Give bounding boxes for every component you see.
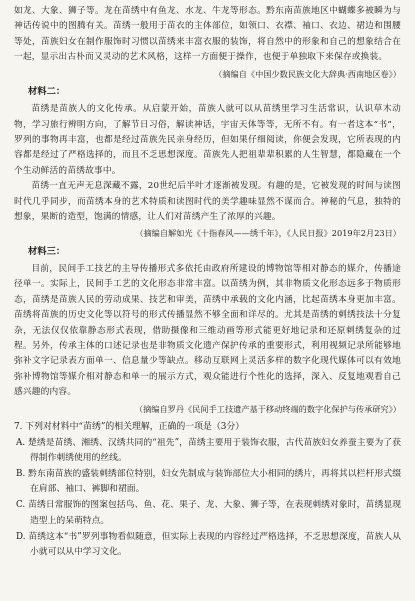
option-c[interactable]: C. 苗绣日常服饰的图案包括鸟、鱼、花、果子、龙、大象、狮子等，在表现刺绣对象时，苗绣显现造型上的呆萌特点。 xyxy=(16,500,401,526)
material3-source: （摘编自罗丹《民间手工技遗产基于移动终端的数字化保护与传承研究》） xyxy=(134,403,401,414)
material3-label: 材料三： xyxy=(28,245,66,257)
question-stem: 7. 下列对材料中“苗绣”的相关理解，正确的一项是（3分） xyxy=(14,422,245,433)
option-a[interactable]: A. 楚绣是苗绣、湘绣、汉绣共同的“祖先”，苗绣主要用于装饰衣服，古代苗族妇女养蚕主要为了获得制作刺绣使用的丝线。 xyxy=(16,437,401,463)
material2-paragraph-1: 苗绣是苗族人的文化传承。从启蒙开始，苗族人就可以从苗绣里学习生活常识，认识草木动物，学习旅行辨明方向，了解节日习俗，解读神话，宇宙天体等等，无所不有。有一者这本“书”，罗列的事物再丰富，也都是经过苗族先民亲身经历，但如果仔细阅读，你便会发现，它所表现的内容都是经过了严格选择的，而且不乏思想深度。苗族先人把祖辈辈积累的人生智慧，都隐藏在一个个生动鲜活的苗绣故事中。 xyxy=(14,104,401,176)
option-d[interactable]: D. 苗绣这本“书”罗列事物看似随意，但实际上表现的内容经过严格选择，不乏思想深度，苗族人从小就可以从中学习文化。 xyxy=(16,531,401,557)
passage1-source: （摘编自《中国少数民族文化大辞典·西南地区卷》） xyxy=(214,68,401,79)
passage1-tail: 如龙、大象、狮子等。龙在苗绣中有鱼龙、水龙、牛龙等形态。黔东南苗族地区中蝴蝶多被瞬为与神话传说中的图腾有关。苗绣一般用于苗衣的主体部位，如领口、衣襟、袖口、衣边、裙边和围腰等处，苗族妇女在制作服饰时习惯以苗绣来丰富衣服的装饰，将自然中的形象和自己的想象结合在一起，显示出古朴而又灵动的艺术风格，这样一方面便于操作，也便于单独取下来保存或换装。 xyxy=(14,6,401,63)
material2-source: （摘编自解如光《十指春风——绣千年》，《人民日报》2019年2月23日） xyxy=(135,228,401,239)
material2-label: 材料二： xyxy=(28,86,66,98)
option-b[interactable]: B. 黔东南苗族的盛装刺绣部位特别，妇女先制成与装饰部位大小相同的绣片，再将其以栏杆形式缀在肩部、袖口、裤脚和裙面。 xyxy=(16,468,401,495)
material2-paragraph-2: 苗绣一直无声无息深藏不露，20世纪后半叶才逐渐被发现。有趣的是，它被发现的时间与读图时代几乎同步，而苗绣本身的艺术特质和读图时代的美学趣味显然不谋而合。神秘的气息，独特的想象，果断的造型，饱满的情感，让人们对苗绣产生了浓厚的兴趣。 xyxy=(14,181,401,222)
material3-paragraph-1: 目前，民间手工技艺的主导传播形式多依托由政府所建设的博物馆等相对静态的媒介，传播途径单一。实际上，民间手工艺的文化形态非常丰富。以苗绣为例，其非物质文化形态远多于物质形态，苗绣是苗族人民的劳动成果、技艺和审美，苗绣中承载的文化内涵，比起苗绣本身更加丰富。苗绣将苗族的历史文化等以符号的形式传播显然不够全面和详尽的。尤其是苗绣的刺绣技法十分复杂，无法仅仅依靠静态形式表现，借助摄像和三维动画等形式能更好地记录和还原刺绣复杂的过程。另外，传承主体的口述记录也是非物质文化遗产保护传承的重要形式，利用视频记录所能够地弥补文字记录表方面单一、信息量少等缺点。移动互联网上灵活多样的数字化现代媒体可以有效地弥补博物馆等媒介相对静态和单一的展示方式，观众能进行个性化的选择，深入、反复地观看自己感兴趣的内容。 xyxy=(14,263,401,398)
